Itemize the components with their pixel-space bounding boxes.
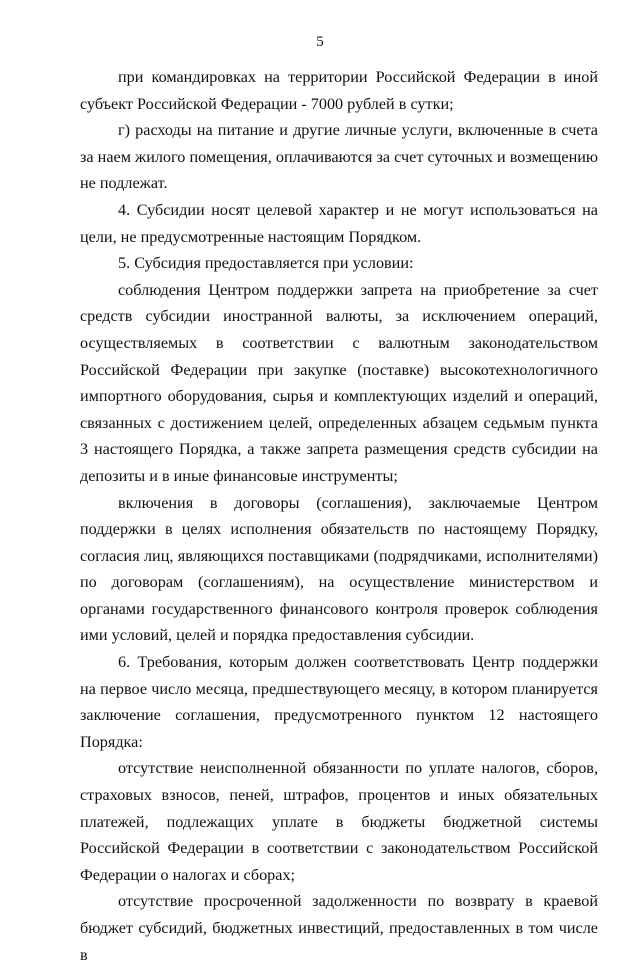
paragraph-expenses-meals: г) расходы на питание и другие личные услуги, включенные в счета за наем жилого помещения, оплачиваются за счет суточных и возмещению не подлежат. xyxy=(80,121,598,193)
paragraph-travel-allowance: при командировках на территории Российской Федерации в иной субъект Российской Федерации - 7000 рублей в сутки; xyxy=(80,68,598,113)
paragraph-contracts-consent: включения в договоры (соглашения), заключаемые Центром поддержки в целях исполнения обязательств по настоящему Порядку, согласия лиц, являющихся поставщиками (подрядчиками, исполнителями) по договорам (соглашениям), на осуществление министерством и органами государственного финансового контроля проверок соблюдения ими условий, целей и порядка предоставления субсидии. xyxy=(80,493,598,645)
paragraph-currency-ban: соблюдения Центром поддержки запрета на приобретение за счет средств субсидии иностранной валюты, за исключением операций, осуществляемых в соответствии с валютным законодательством Российской Федерации при закупке (поставке) высокотехнологичного импортного оборудования, сырья и комплектующих изделий и операций, связанных с достижением целей, определенных абзацем седьмым пункта 3 настоящего Порядка, а также запрета размещения средств субсидии на депозиты и в иные финансовые инструменты; xyxy=(80,280,598,485)
paragraph-item-4: 4. Субсидии носят целевой характер и не могут использоваться на цели, не предусмотренные настоящим Порядком. xyxy=(80,200,598,246)
paragraph-no-overdue-debt: отсутствие просроченной задолженности по возврату в краевой бюджет субсидий, бюджетных инвестиций, предоставленных в том числе в xyxy=(80,892,598,964)
paragraph-no-tax-debt: отсутствие неисполненной обязанности по уплате налогов, сборов, страховых взносов, пеней, штрафов, процентов и иных обязательных платежей, подлежащих уплате в бюджеты бюджетной системы Российской Федерации в соответствии с законодательством Российской Федерации о налогах и сборах; xyxy=(80,759,598,884)
paragraph-item-5: 5. Субсидия предоставляется при условии: xyxy=(118,254,414,273)
document-body xyxy=(80,64,598,968)
page-number: 5 xyxy=(316,34,324,50)
paragraph-item-6: 6. Требования, которым должен соответствовать Центр поддержки на первое число месяца, предшествующего месяцу, в котором планируется заключение соглашения, предусмотренного пунктом 12 настоящего Порядка: xyxy=(80,653,598,751)
